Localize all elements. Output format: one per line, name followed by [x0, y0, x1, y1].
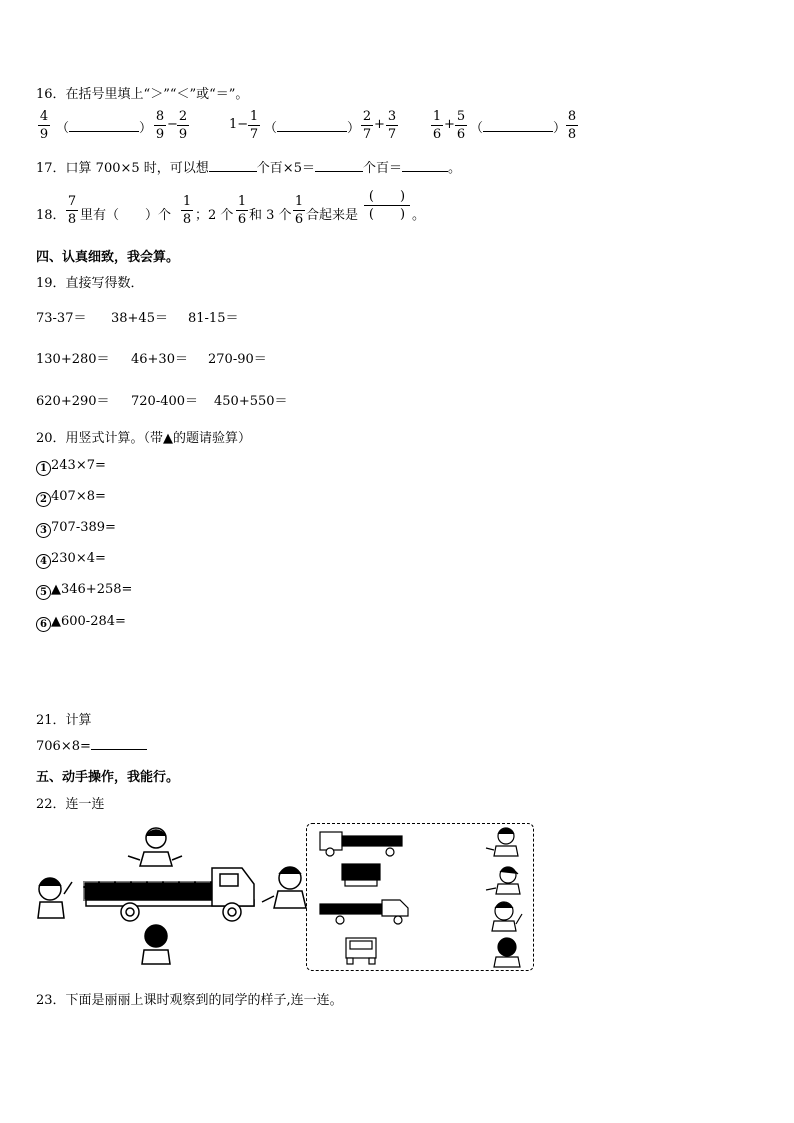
paren-blank[interactable]: （ ）	[56, 121, 153, 136]
calc-item: 38+45＝	[111, 311, 168, 326]
answer-blank[interactable]	[402, 171, 448, 172]
q20-item: 3 707-389=	[36, 520, 116, 538]
truck-top-view-icon	[320, 828, 405, 858]
girl-front-icon	[128, 828, 182, 866]
circled-number: 4	[36, 554, 51, 569]
truck-scene-illustration	[36, 824, 306, 974]
answer-fraction[interactable]: ( ) ( )	[364, 189, 410, 222]
fraction: 3 7	[387, 109, 397, 142]
fraction: 7 8	[67, 194, 77, 227]
whole-minus: 1−	[229, 117, 249, 132]
fraction: 2 7	[362, 109, 372, 142]
girl-front-small-icon	[484, 826, 524, 858]
q20-item: 6 ▲600-284=	[36, 614, 126, 632]
truck-side-icon	[84, 868, 254, 921]
minus-sign: −	[167, 117, 178, 132]
answer-blank[interactable]	[315, 171, 363, 172]
fraction: 1 6	[432, 109, 442, 142]
plus-sign: +	[444, 117, 455, 132]
plus-sign: +	[374, 117, 385, 132]
fraction: 4 9	[39, 109, 49, 142]
section-heading: 四、认真细致，我会算。	[36, 250, 180, 265]
q16-title: 16．在括号里填上“＞”“＜”或“＝”。	[36, 87, 249, 102]
fraction: 1 7	[249, 109, 259, 142]
calc-item: 270-90＝	[208, 352, 267, 367]
truck-rear-view-icon	[342, 864, 382, 888]
calc-item: 450+550＝	[214, 394, 288, 409]
q22-title: 22．连一连	[36, 797, 105, 812]
q17: 17．口算 700×5 时，可以想 个百×5＝ 个百＝ 。	[36, 161, 461, 176]
q23-title: 23．下面是丽丽上课时观察到的同学的样子,连一连。	[36, 993, 343, 1008]
q18-text: ；2 个	[195, 208, 234, 223]
paren-blank[interactable]: （ ）	[470, 121, 567, 136]
paren-blank[interactable]: （ ）	[264, 121, 361, 136]
circled-number: 2	[36, 492, 51, 507]
boy-right-icon	[262, 867, 306, 908]
section-heading: 五、动手操作，我能行。	[36, 770, 180, 785]
q18-prefix: 18．	[36, 208, 66, 223]
q20-item: 2 407×8=	[36, 489, 106, 507]
calc-item: 46+30＝	[131, 352, 188, 367]
calc-item: 73-37＝	[36, 311, 87, 326]
q18-text: 。	[412, 208, 426, 223]
q20-item: 1 243×7=	[36, 458, 106, 476]
answer-blank[interactable]	[209, 171, 257, 172]
circled-number: 6	[36, 617, 51, 632]
girl-back-small-icon	[492, 936, 522, 968]
girl-back-icon	[142, 925, 170, 964]
truck-front-view-icon	[344, 936, 378, 966]
fraction: 1 6	[294, 194, 304, 227]
q20-title: 20．用竖式计算。（带▲的题请验算）	[36, 431, 252, 446]
calc-item: 720-400＝	[131, 394, 199, 409]
q18-text: 里有（ ）个	[80, 208, 172, 223]
circled-number: 1	[36, 461, 51, 476]
boy-cap-small-icon	[484, 864, 524, 896]
q20-item: 5 ▲346+258=	[36, 582, 132, 600]
circled-number: 3	[36, 523, 51, 538]
q18-text: 合起来是	[306, 208, 359, 223]
q21-expr: 706×8=	[36, 739, 147, 754]
q20-item: 4 230×4=	[36, 551, 106, 569]
q18-text: 和 3 个	[249, 208, 292, 223]
fraction: 8 9	[155, 109, 165, 142]
q19-title: 19．直接写得数．	[36, 276, 144, 291]
fraction: 1 8	[182, 194, 192, 227]
fraction: 2 9	[178, 109, 188, 142]
answer-blank[interactable]	[91, 749, 147, 750]
circled-number: 5	[36, 585, 51, 600]
fraction: 8 8	[567, 109, 577, 142]
boy-left-icon	[38, 878, 72, 918]
q21-title: 21．计算	[36, 713, 92, 728]
calc-item: 130+280＝	[36, 352, 110, 367]
fraction: 5 6	[456, 109, 466, 142]
truck-side-small-icon	[320, 896, 412, 926]
fraction: 1 6	[237, 194, 247, 227]
calc-item: 81-15＝	[188, 311, 239, 326]
boy-wave-small-icon	[490, 900, 524, 932]
calc-item: 620+290＝	[36, 394, 110, 409]
